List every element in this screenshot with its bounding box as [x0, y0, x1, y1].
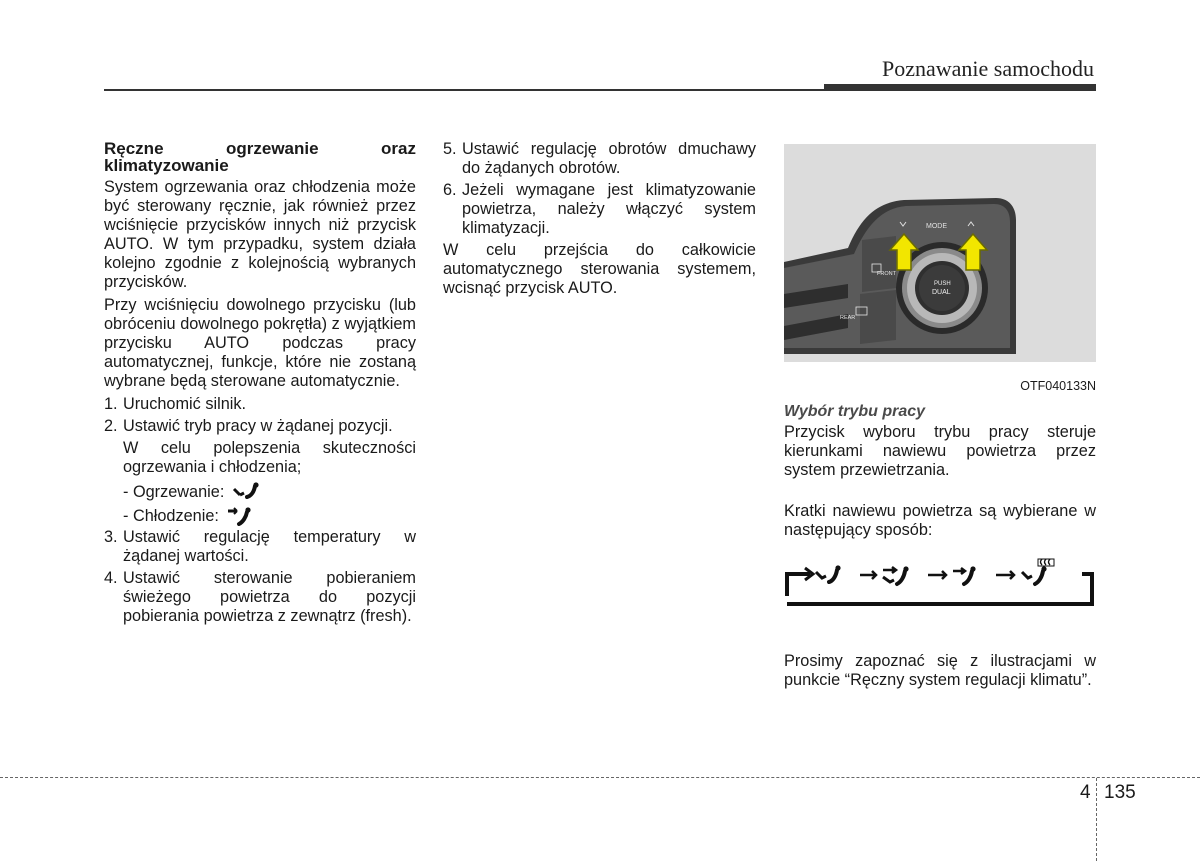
section-heading [104, 140, 416, 174]
floor-defrost-vent-icon [1022, 559, 1054, 584]
push-dual-button [919, 265, 965, 311]
sequence-arrow-icon [996, 571, 1014, 579]
list-number: 6. [443, 181, 457, 199]
mode-label: MODE [926, 223, 947, 230]
footer-rule [0, 777, 1200, 778]
list-number: 4. [104, 569, 118, 587]
list-item [104, 528, 416, 566]
list-number: 5. [443, 140, 457, 158]
climate-control-photo [784, 144, 1096, 362]
heading-line: klimatyzowanie [104, 156, 229, 175]
paragraph: Prosimy zapoznać się z ilustracjami w punkcie “Ręczny system regulacji klimatu”. [784, 652, 1096, 689]
list-text: Jeżeli wymagane jest klimatyzowanie powietrza, należy włączyć system klimatyzacji. [462, 181, 756, 237]
paragraph: Kratki nawiewu powietrza są wybierane w następujący sposób: [784, 502, 1096, 539]
mode-sequence-diagram [784, 558, 1096, 612]
heading-word: ogrzewanie [225, 139, 319, 158]
face-vent-icon [953, 566, 976, 584]
list-item [443, 140, 756, 178]
middle-column [443, 140, 756, 302]
list-number: 2. [104, 417, 118, 435]
face-vent-icon [227, 506, 255, 526]
list-item [104, 569, 416, 626]
list-text: Ustawić sterowanie pobieraniem świeżego powietrza do pozycji pobierania powietrza z zewnątrz (fresh). [123, 569, 416, 625]
list-text: Ustawić regulację obrotów dmuchawy do żądanych obrotów. [462, 140, 756, 177]
left-column [104, 140, 416, 629]
running-header: Poznawanie samochodu [882, 56, 1094, 81]
list-number: 3. [104, 528, 118, 546]
footer-divider [1096, 778, 1097, 861]
heading-word: Ręczne [104, 139, 164, 158]
paragraph: System ogrzewania oraz chłodzenia może być sterowany ręcznie, jak również przez wciśnięcie przycisków innych niż przycisk AUTO. W tym przypadku, system działa kolejno zgodnie z kolejnością wybranych przycisków. [104, 178, 416, 291]
front-button-label: FRONT [877, 271, 896, 277]
floor-vent-icon [232, 482, 260, 502]
chapter-number: 4 [1080, 782, 1091, 803]
paragraph: W celu przejścia do całkowicie automatycznego sterowania systemem, wcisnąć przycisk AUTO. [443, 241, 756, 297]
steps-list [104, 395, 416, 626]
sequence-arrow-icon [928, 571, 946, 579]
header-rule [104, 89, 824, 91]
heading-word: oraz [381, 139, 416, 158]
push-label: PUSH [934, 281, 951, 287]
paragraph: Przycisk wyboru trybu pracy steruje kierunkami nawiewu powietrza przez system przewietrzania. [784, 423, 1096, 479]
list-text: Ustawić tryb pracy w żądanej pozycji. [123, 417, 393, 435]
step-note: W celu polepszenia skuteczności ogrzewania i chłodzenia; [123, 439, 416, 476]
right-column [784, 140, 1096, 694]
cooling-mode-line [104, 504, 416, 528]
heating-label: - Ogrzewanie: [123, 482, 225, 501]
climate-panel-illustration [784, 144, 1096, 362]
cooling-label: - Chłodzenie: [123, 506, 219, 525]
list-item [104, 417, 416, 436]
rear-button-label: REAR [840, 315, 856, 321]
list-number: 1. [104, 395, 118, 413]
header-rule-accent [824, 84, 1096, 91]
list-item [443, 181, 756, 238]
paragraph: Przy wciśnięciu dowolnego przycisku (lub obróceniu dowolnego pokrętła) z wyjątkiem przycisku AUTO podczas pracy automatycznej, funkcje, które nie zostaną wybrane będą sterowane automatycznie. [104, 296, 416, 390]
face-floor-vent-icon [883, 566, 909, 584]
list-text: Ustawić regulację temperatury w żądanej wartości. [123, 528, 416, 565]
heating-mode-line [104, 480, 416, 504]
figure-code: OTF040133N [1020, 379, 1096, 393]
sequence-arrow-icon [860, 571, 876, 579]
list-item [104, 395, 416, 414]
floor-vent-icon [816, 565, 841, 582]
page-number: 135 [1104, 782, 1136, 803]
dual-label: DUAL [932, 289, 951, 296]
figure-caption: Wybór trybu pracy [784, 403, 926, 420]
list-text: Uruchomić silnik. [123, 395, 247, 413]
